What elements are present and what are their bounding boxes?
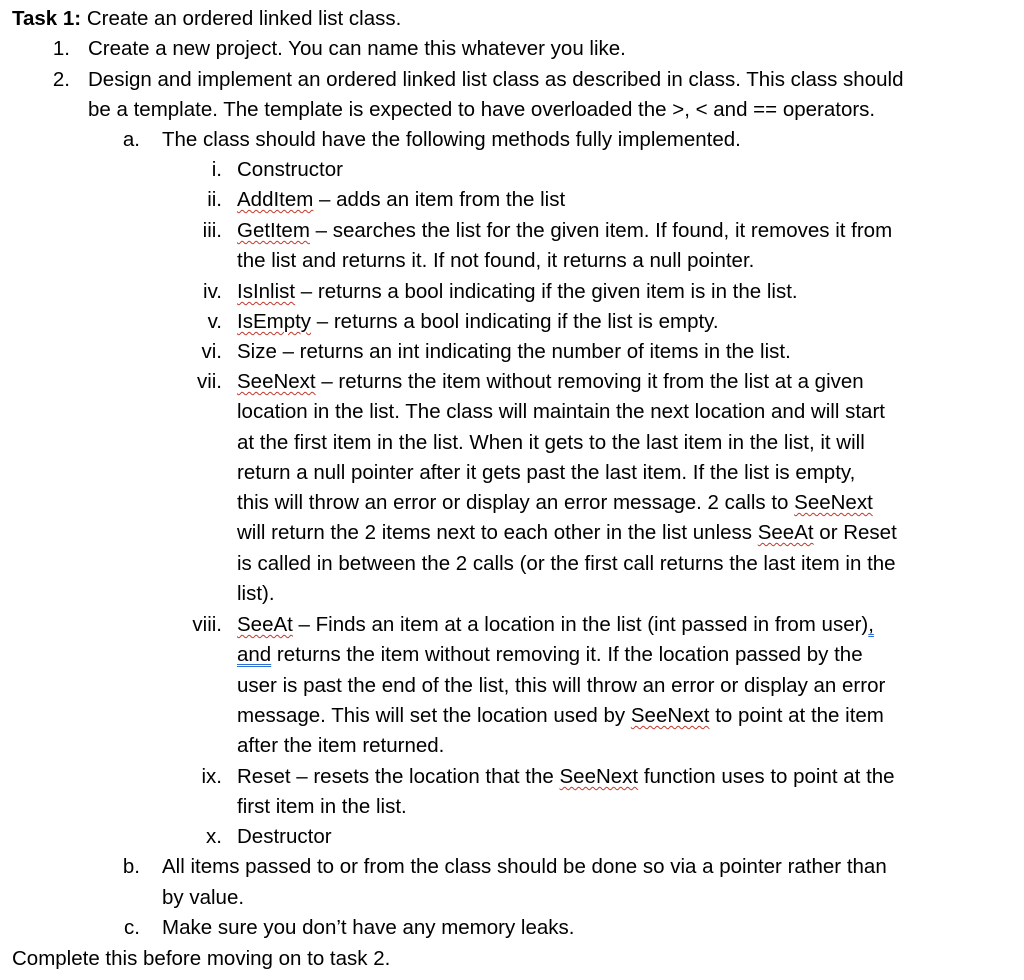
method-text: after the item returned. xyxy=(237,734,445,757)
sub-marker: a. xyxy=(122,128,140,151)
method-text: function uses to point at the xyxy=(638,765,895,788)
method-text: first item in the list. xyxy=(237,795,407,818)
method-name: GetItem xyxy=(237,219,310,242)
sub-marker: c. xyxy=(124,916,140,939)
method-text: – returns a bool indicating if the list is empty. xyxy=(311,310,719,333)
method-marker: x. xyxy=(206,825,222,848)
method-name: SeeAt xyxy=(757,521,814,544)
method-marker: v. xyxy=(207,310,222,333)
method-text: return a null pointer after it gets past the last item. If the list is empty, xyxy=(237,461,856,484)
method-name: AddItem xyxy=(237,188,314,211)
method-name: IsEmpty xyxy=(237,310,312,333)
method-marker: vii. xyxy=(196,370,222,393)
method-text: the list and returns it. If not found, it returns a null pointer. xyxy=(237,249,755,272)
method-name: IsInlist xyxy=(237,280,296,303)
method-text: will return the 2 items next to each other in the list unless xyxy=(237,521,758,544)
method-text: user is past the end of the list, this will throw an error or display an error xyxy=(237,674,886,697)
method-text: – Finds an item at a location in the list (int passed in from user) xyxy=(292,613,869,636)
method-text: list). xyxy=(237,582,275,605)
sub-text: by value. xyxy=(162,886,245,909)
method-marker: iv. xyxy=(203,280,222,303)
task-label: Task 1: xyxy=(12,7,82,30)
method-marker: vi. xyxy=(201,340,222,363)
method-text: returns the item without removing it. If the location passed by the xyxy=(271,643,863,666)
method-text: Size – returns an int indicating the number of items in the list. xyxy=(237,340,791,363)
method-text: or Reset xyxy=(813,521,897,544)
method-text: – adds an item from the list xyxy=(313,188,566,211)
method-name: SeeNext xyxy=(559,765,639,788)
method-marker: viii. xyxy=(192,613,222,636)
sub-marker: b. xyxy=(122,855,140,878)
method-text: Reset – resets the location that the xyxy=(237,765,560,788)
method-text: – searches the list for the given item. If found, it removes it from xyxy=(309,219,893,242)
method-text: – returns a bool indicating if the given item is in the list. xyxy=(295,280,798,303)
step-text: Create a new project. You can name this whatever you like. xyxy=(88,37,626,60)
method-name: SeeNext xyxy=(237,370,316,393)
step-marker: 2. xyxy=(52,68,70,91)
method-text: is called in between the 2 calls (or the first call returns the last item in the xyxy=(237,552,896,575)
sub-text: All items passed to or from the class should be done so via a pointer rather than xyxy=(162,855,887,878)
method-name: SeeAt xyxy=(237,613,293,636)
method-marker: ix. xyxy=(201,765,222,788)
grammar-mark: and xyxy=(237,643,272,666)
step-text: be a template. The template is expected to have overloaded the >, < and == operators. xyxy=(88,98,876,121)
step-marker: 1. xyxy=(52,37,70,60)
method-text: Destructor xyxy=(237,825,332,848)
sub-text: Make sure you don’t have any memory leaks. xyxy=(162,916,575,939)
sub-text: The class should have the following methods fully implemented. xyxy=(162,128,741,151)
grammar-mark: , xyxy=(868,613,874,636)
footer-text: Complete this before moving on to task 2. xyxy=(12,947,391,970)
method-text: this will throw an error or display an error message. 2 calls to xyxy=(237,491,795,514)
task-title: Create an ordered linked list class. xyxy=(81,7,402,30)
method-marker: ii. xyxy=(207,188,222,211)
method-text: to point at the item xyxy=(709,704,884,727)
method-marker: iii. xyxy=(202,219,222,242)
method-text: – returns the item without removing it from the list at a given xyxy=(315,370,864,393)
step-text: Design and implement an ordered linked list class as described in class. This class should xyxy=(88,68,904,91)
method-name: SeeNext xyxy=(630,704,710,727)
method-text: Constructor xyxy=(237,158,343,181)
method-text: location in the list. The class will maintain the next location and will start xyxy=(237,400,885,423)
method-marker: i. xyxy=(211,158,222,181)
method-text: at the first item in the list. When it gets to the last item in the list, it will xyxy=(237,431,865,454)
method-text: message. This will set the location used by xyxy=(237,704,631,727)
method-name: SeeNext xyxy=(794,491,873,514)
